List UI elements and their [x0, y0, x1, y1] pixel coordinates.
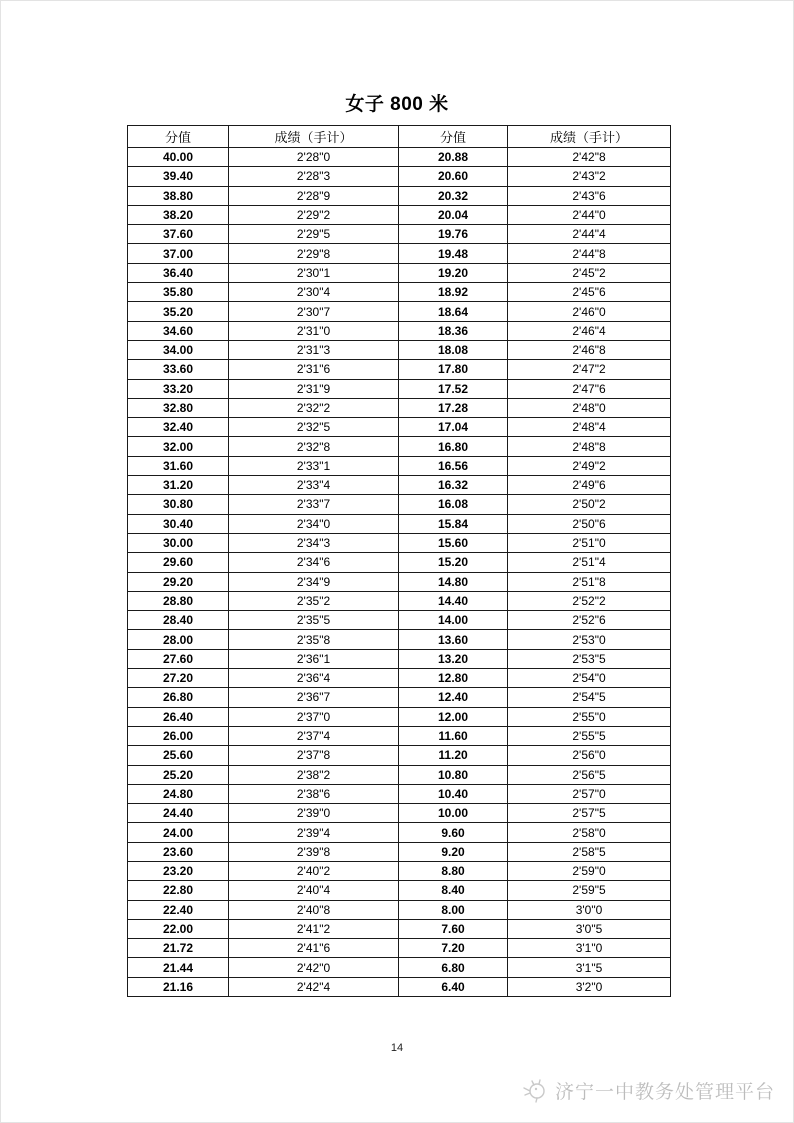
table-row — [128, 283, 671, 302]
result-cell: 2'50"6 — [508, 514, 671, 533]
score-cell: 9.20 — [399, 842, 508, 861]
score-cell: 25.20 — [128, 765, 229, 784]
result-cell: 2'38"6 — [229, 784, 399, 803]
table-row — [128, 553, 671, 572]
table-row — [128, 784, 671, 803]
result-cell: 2'49"6 — [508, 476, 671, 495]
result-cell: 2'53"5 — [508, 649, 671, 668]
result-cell: 2'52"2 — [508, 591, 671, 610]
result-cell: 2'59"0 — [508, 861, 671, 880]
score-cell: 35.80 — [128, 283, 229, 302]
score-cell: 8.00 — [399, 900, 508, 919]
score-cell: 39.40 — [128, 167, 229, 186]
table-row — [128, 302, 671, 321]
score-cell: 29.60 — [128, 553, 229, 572]
table-row — [128, 533, 671, 552]
table-row — [128, 630, 671, 649]
result-cell: 2'37"0 — [229, 707, 399, 726]
table-row — [128, 148, 671, 167]
result-cell: 2'59"5 — [508, 881, 671, 900]
watermark — [522, 1077, 775, 1104]
score-cell: 30.80 — [128, 495, 229, 514]
score-cell: 28.80 — [128, 591, 229, 610]
score-cell: 30.40 — [128, 514, 229, 533]
result-cell: 2'30"4 — [229, 283, 399, 302]
score-cell: 15.84 — [399, 514, 508, 533]
result-cell: 3'1"0 — [508, 939, 671, 958]
table-row — [128, 977, 671, 996]
table-row — [128, 939, 671, 958]
score-cell: 20.60 — [399, 167, 508, 186]
score-cell: 15.20 — [399, 553, 508, 572]
table-row — [128, 398, 671, 417]
result-cell: 2'44"4 — [508, 225, 671, 244]
result-cell: 2'48"0 — [508, 398, 671, 417]
result-cell: 2'42"4 — [229, 977, 399, 996]
result-cell: 2'43"6 — [508, 186, 671, 205]
score-cell: 37.60 — [128, 225, 229, 244]
score-cell: 25.60 — [128, 746, 229, 765]
table-row — [128, 900, 671, 919]
table-row — [128, 842, 671, 861]
score-cell: 14.40 — [399, 591, 508, 610]
score-cell: 16.80 — [399, 437, 508, 456]
result-cell: 2'55"0 — [508, 707, 671, 726]
score-cell: 12.40 — [399, 688, 508, 707]
score-cell: 32.80 — [128, 398, 229, 417]
result-cell: 2'57"0 — [508, 784, 671, 803]
score-cell: 27.60 — [128, 649, 229, 668]
score-cell: 10.80 — [399, 765, 508, 784]
score-cell: 40.00 — [128, 148, 229, 167]
score-cell: 20.04 — [399, 205, 508, 224]
score-cell: 17.52 — [399, 379, 508, 398]
score-cell: 28.40 — [128, 611, 229, 630]
result-cell: 2'36"7 — [229, 688, 399, 707]
table-row — [128, 263, 671, 282]
table-row — [128, 495, 671, 514]
result-cell: 2'40"4 — [229, 881, 399, 900]
result-cell: 2'58"5 — [508, 842, 671, 861]
score-cell: 38.20 — [128, 205, 229, 224]
result-cell: 2'51"0 — [508, 533, 671, 552]
result-cell: 2'54"5 — [508, 688, 671, 707]
result-cell: 2'41"2 — [229, 919, 399, 938]
result-cell: 2'56"5 — [508, 765, 671, 784]
table-row — [128, 765, 671, 784]
result-cell: 2'34"3 — [229, 533, 399, 552]
score-cell: 38.80 — [128, 186, 229, 205]
result-cell: 2'52"6 — [508, 611, 671, 630]
score-cell: 14.80 — [399, 572, 508, 591]
result-cell: 2'34"9 — [229, 572, 399, 591]
result-cell: 2'54"0 — [508, 669, 671, 688]
score-cell: 21.44 — [128, 958, 229, 977]
result-cell: 2'45"2 — [508, 263, 671, 282]
score-cell: 34.00 — [128, 340, 229, 359]
score-cell: 28.00 — [128, 630, 229, 649]
result-cell: 2'31"0 — [229, 321, 399, 340]
score-cell: 23.60 — [128, 842, 229, 861]
table-row — [128, 688, 671, 707]
result-cell: 2'29"8 — [229, 244, 399, 263]
score-cell: 19.20 — [399, 263, 508, 282]
result-cell: 2'46"0 — [508, 302, 671, 321]
score-cell: 27.20 — [128, 669, 229, 688]
platform-logo-icon — [522, 1079, 550, 1103]
score-cell: 7.20 — [399, 939, 508, 958]
result-cell: 2'36"1 — [229, 649, 399, 668]
result-cell: 2'51"4 — [508, 553, 671, 572]
table-row — [128, 321, 671, 340]
score-cell: 24.40 — [128, 804, 229, 823]
score-cell: 33.60 — [128, 360, 229, 379]
result-cell: 2'40"2 — [229, 861, 399, 880]
score-cell: 18.36 — [399, 321, 508, 340]
table-row — [128, 669, 671, 688]
score-cell: 21.16 — [128, 977, 229, 996]
score-cell: 11.60 — [399, 726, 508, 745]
table-row — [128, 861, 671, 880]
score-cell: 22.40 — [128, 900, 229, 919]
score-cell: 20.88 — [399, 148, 508, 167]
result-cell: 2'39"8 — [229, 842, 399, 861]
score-cell: 19.48 — [399, 244, 508, 263]
score-cell: 17.04 — [399, 418, 508, 437]
score-cell: 34.60 — [128, 321, 229, 340]
result-cell: 2'43"2 — [508, 167, 671, 186]
result-cell: 2'49"2 — [508, 456, 671, 475]
result-cell: 2'55"5 — [508, 726, 671, 745]
score-cell: 15.60 — [399, 533, 508, 552]
result-cell: 2'56"0 — [508, 746, 671, 765]
header-row — [128, 126, 671, 148]
score-cell: 33.20 — [128, 379, 229, 398]
score-cell: 32.40 — [128, 418, 229, 437]
score-cell: 35.20 — [128, 302, 229, 321]
table-row — [128, 591, 671, 610]
score-cell: 13.20 — [399, 649, 508, 668]
header-score-left: 分值 — [128, 126, 229, 148]
result-cell: 2'39"0 — [229, 804, 399, 823]
result-cell: 2'28"3 — [229, 167, 399, 186]
result-cell: 2'33"4 — [229, 476, 399, 495]
score-cell: 19.76 — [399, 225, 508, 244]
score-cell: 16.32 — [399, 476, 508, 495]
score-cell: 32.00 — [128, 437, 229, 456]
result-cell: 2'42"0 — [229, 958, 399, 977]
score-cell: 31.60 — [128, 456, 229, 475]
score-cell: 18.64 — [399, 302, 508, 321]
result-cell: 2'33"7 — [229, 495, 399, 514]
result-cell: 2'32"8 — [229, 437, 399, 456]
result-cell: 2'32"2 — [229, 398, 399, 417]
result-cell: 2'28"9 — [229, 186, 399, 205]
result-cell: 2'37"8 — [229, 746, 399, 765]
result-cell: 2'34"0 — [229, 514, 399, 533]
result-cell: 2'38"2 — [229, 765, 399, 784]
result-cell: 2'53"0 — [508, 630, 671, 649]
score-cell: 16.56 — [399, 456, 508, 475]
page-title: 女子 800 米 — [345, 94, 449, 115]
result-cell: 3'0"5 — [508, 919, 671, 938]
score-cell: 22.80 — [128, 881, 229, 900]
result-cell: 2'31"3 — [229, 340, 399, 359]
table-row — [128, 476, 671, 495]
page-number: 14 — [390, 1042, 404, 1054]
table-row — [128, 418, 671, 437]
result-cell: 2'41"6 — [229, 939, 399, 958]
result-cell: 2'42"8 — [508, 148, 671, 167]
result-cell: 2'45"6 — [508, 283, 671, 302]
score-cell: 13.60 — [399, 630, 508, 649]
score-cell: 26.40 — [128, 707, 229, 726]
header-score-right: 分值 — [399, 126, 508, 148]
table-row — [128, 919, 671, 938]
result-cell: 2'37"4 — [229, 726, 399, 745]
score-cell: 31.20 — [128, 476, 229, 495]
result-cell: 2'46"8 — [508, 340, 671, 359]
result-cell: 2'29"2 — [229, 205, 399, 224]
result-cell: 2'47"6 — [508, 379, 671, 398]
result-cell: 2'30"1 — [229, 263, 399, 282]
score-cell: 6.80 — [399, 958, 508, 977]
table-row — [128, 205, 671, 224]
table-row — [128, 707, 671, 726]
table-row — [128, 823, 671, 842]
score-cell: 18.08 — [399, 340, 508, 359]
score-cell: 37.00 — [128, 244, 229, 263]
result-cell: 2'48"8 — [508, 437, 671, 456]
result-cell: 2'33"1 — [229, 456, 399, 475]
score-cell: 18.92 — [399, 283, 508, 302]
score-cell: 8.40 — [399, 881, 508, 900]
table-row — [128, 726, 671, 745]
table-row — [128, 379, 671, 398]
result-cell: 3'2"0 — [508, 977, 671, 996]
score-table — [127, 125, 671, 997]
score-cell: 10.40 — [399, 784, 508, 803]
score-cell: 14.00 — [399, 611, 508, 630]
result-cell: 2'31"6 — [229, 360, 399, 379]
score-table-header — [128, 126, 671, 148]
table-row — [128, 611, 671, 630]
table-row — [128, 514, 671, 533]
score-cell: 7.60 — [399, 919, 508, 938]
result-cell: 2'47"2 — [508, 360, 671, 379]
score-cell: 24.80 — [128, 784, 229, 803]
header-result-left: 成绩（手计） — [229, 126, 399, 148]
score-cell: 17.80 — [399, 360, 508, 379]
result-cell: 2'40"8 — [229, 900, 399, 919]
header-result-right: 成绩（手计） — [508, 126, 671, 148]
table-row — [128, 804, 671, 823]
score-cell: 11.20 — [399, 746, 508, 765]
result-cell: 2'35"8 — [229, 630, 399, 649]
result-cell: 2'48"4 — [508, 418, 671, 437]
result-cell: 2'34"6 — [229, 553, 399, 572]
result-cell: 2'32"5 — [229, 418, 399, 437]
table-row — [128, 225, 671, 244]
table-row — [128, 186, 671, 205]
score-cell: 12.80 — [399, 669, 508, 688]
result-cell: 3'1"5 — [508, 958, 671, 977]
result-cell: 2'31"9 — [229, 379, 399, 398]
result-cell: 2'29"5 — [229, 225, 399, 244]
result-cell: 2'36"4 — [229, 669, 399, 688]
score-cell: 17.28 — [399, 398, 508, 417]
table-row — [128, 244, 671, 263]
result-cell: 2'58"0 — [508, 823, 671, 842]
score-cell: 30.00 — [128, 533, 229, 552]
score-cell: 36.40 — [128, 263, 229, 282]
result-cell: 2'35"2 — [229, 591, 399, 610]
table-row — [128, 572, 671, 591]
table-row — [128, 437, 671, 456]
score-cell: 26.80 — [128, 688, 229, 707]
table-row — [128, 958, 671, 977]
score-cell: 24.00 — [128, 823, 229, 842]
table-row — [128, 746, 671, 765]
table-row — [128, 360, 671, 379]
result-cell: 2'35"5 — [229, 611, 399, 630]
score-cell: 10.00 — [399, 804, 508, 823]
table-row — [128, 881, 671, 900]
score-cell: 26.00 — [128, 726, 229, 745]
result-cell: 2'30"7 — [229, 302, 399, 321]
score-cell: 9.60 — [399, 823, 508, 842]
score-cell: 29.20 — [128, 572, 229, 591]
table-row — [128, 649, 671, 668]
score-cell: 20.32 — [399, 186, 508, 205]
table-row — [128, 456, 671, 475]
result-cell: 2'44"8 — [508, 244, 671, 263]
result-cell: 3'0"0 — [508, 900, 671, 919]
score-cell: 21.72 — [128, 939, 229, 958]
score-cell: 16.08 — [399, 495, 508, 514]
table-row — [128, 340, 671, 359]
score-cell: 6.40 — [399, 977, 508, 996]
result-cell: 2'39"4 — [229, 823, 399, 842]
score-cell: 12.00 — [399, 707, 508, 726]
result-cell: 2'51"8 — [508, 572, 671, 591]
result-cell: 2'28"0 — [229, 148, 399, 167]
table-row — [128, 167, 671, 186]
result-cell: 2'44"0 — [508, 205, 671, 224]
watermark-text: 济宁一中教务处管理平台 — [554, 1082, 775, 1103]
result-cell: 2'46"4 — [508, 321, 671, 340]
score-cell: 22.00 — [128, 919, 229, 938]
result-cell: 2'50"2 — [508, 495, 671, 514]
score-cell: 8.80 — [399, 861, 508, 880]
score-table-body — [128, 148, 671, 997]
score-cell: 23.20 — [128, 861, 229, 880]
result-cell: 2'57"5 — [508, 804, 671, 823]
